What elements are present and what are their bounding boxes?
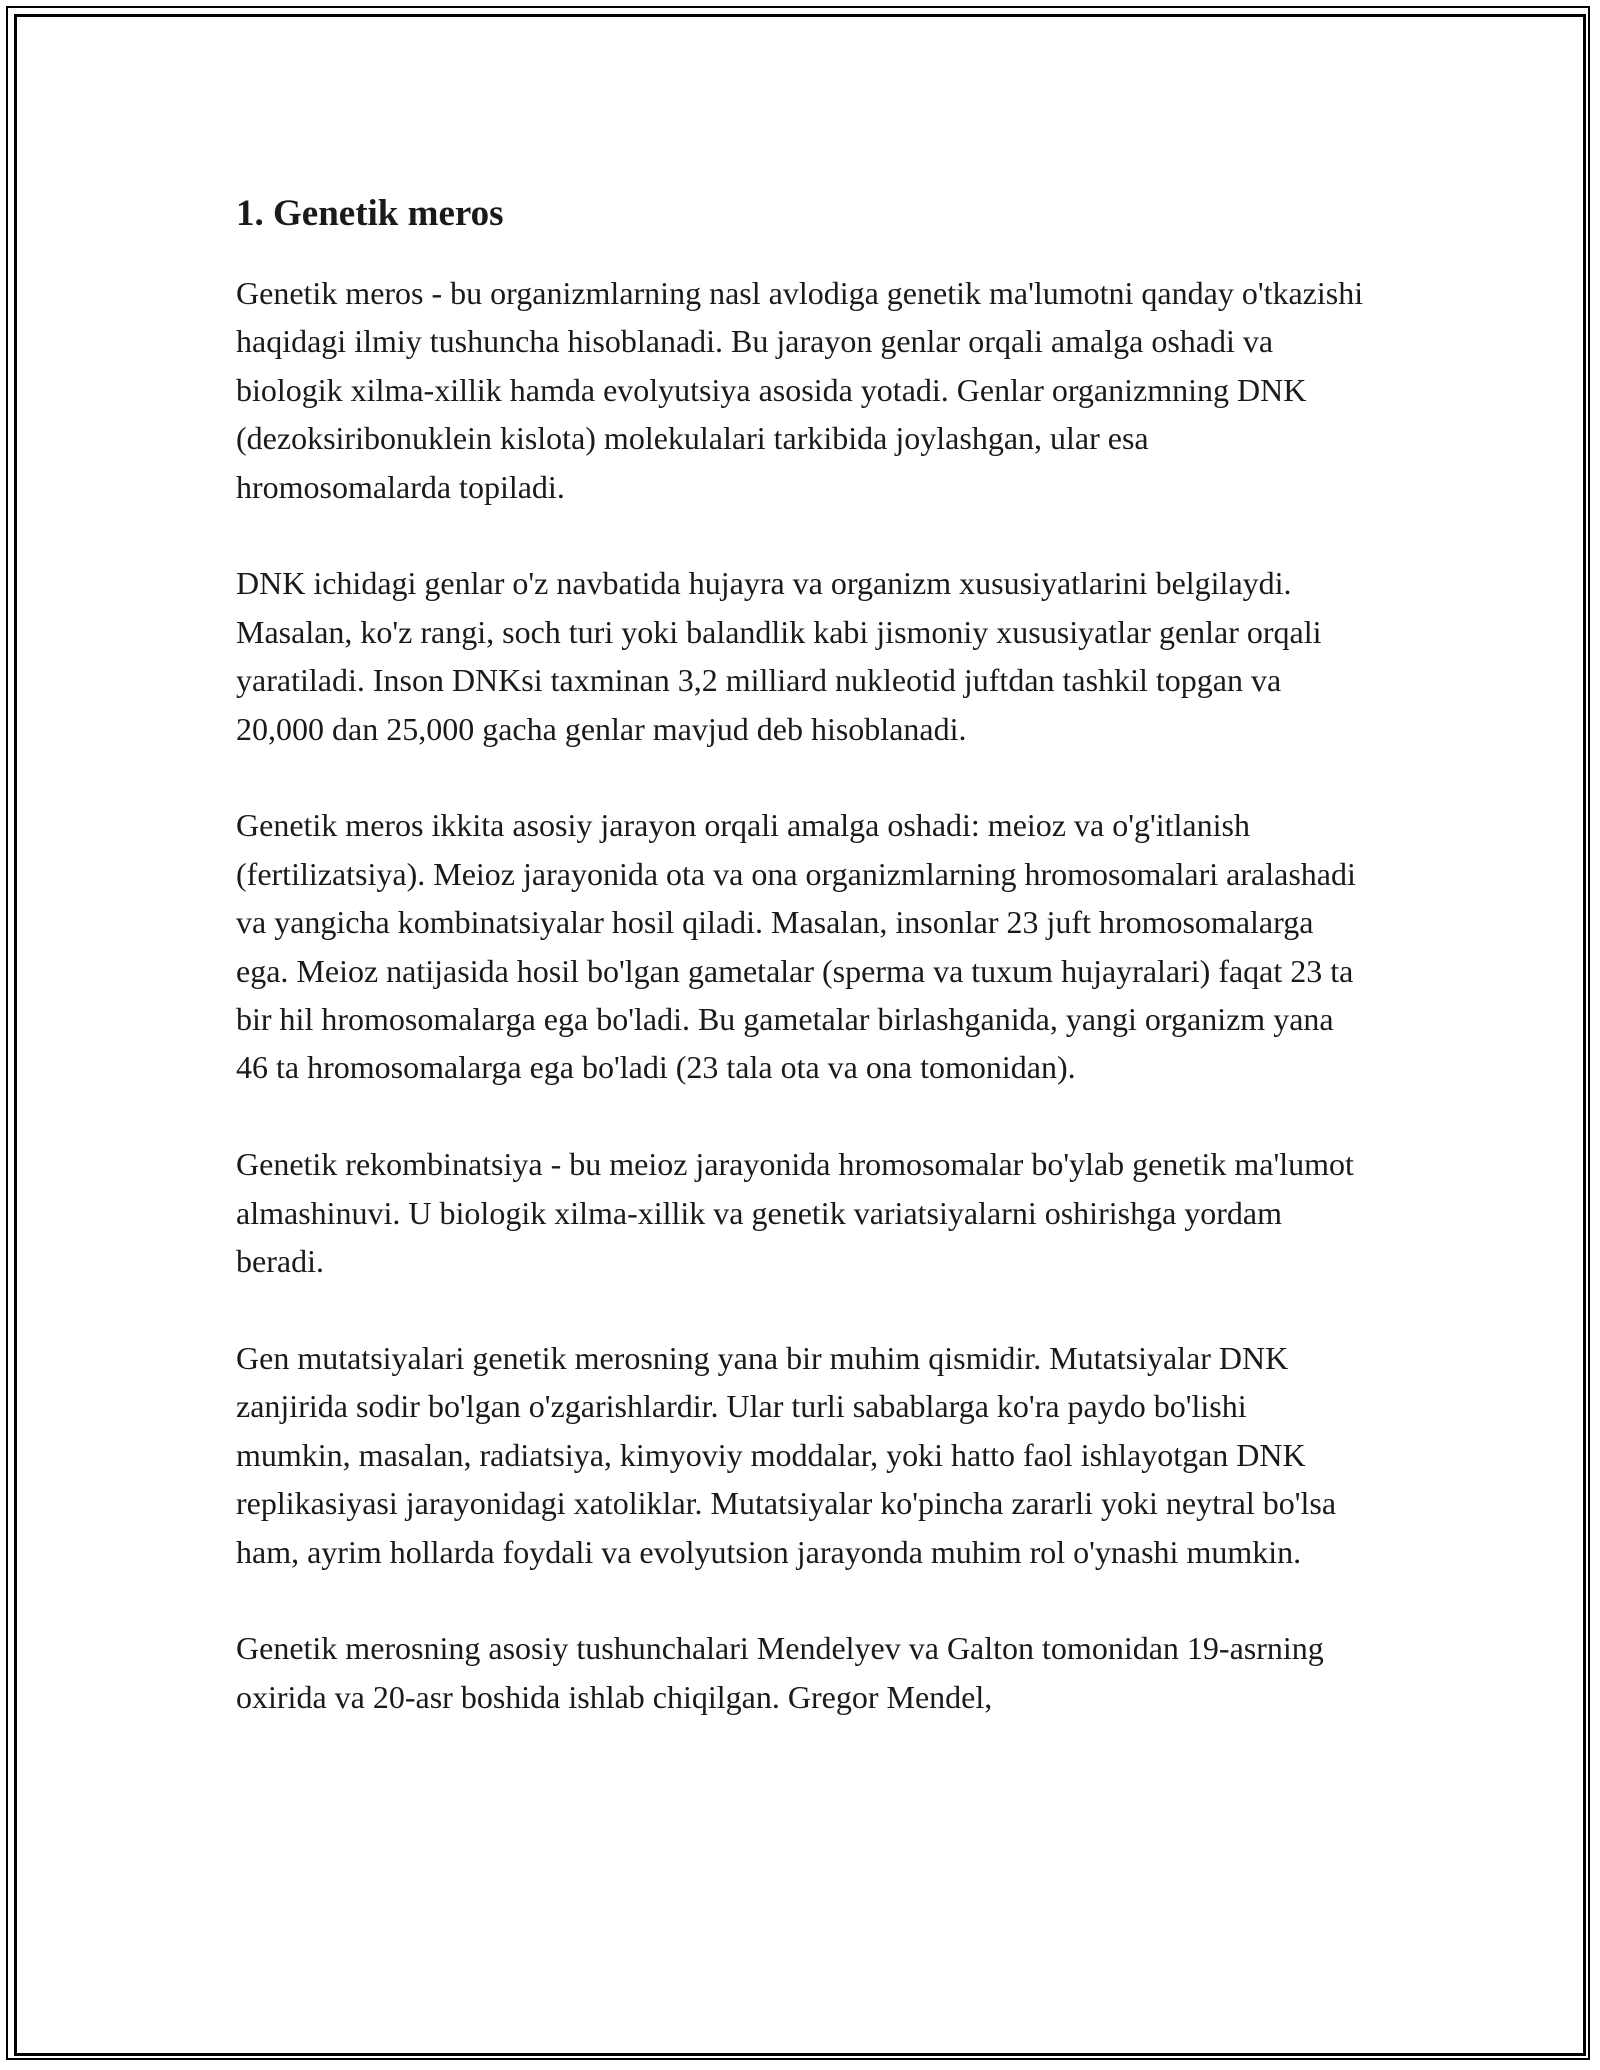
section-heading: 1. Genetik meros <box>236 193 504 234</box>
paragraph: DNK ichidagi genlar o'z navbatida hujayra va organizm xususiyatlarini belgilaydi. Masalan, ko'z rangi, soch turi yoki balandlik kabi jismoniy xususiyatlar genlar orqali yaratiladi. Inson DNKsi taxminan 3,2 milliard nukleotid juftdan tashkil topgan va 20,000 dan 25,000 gacha genlar mavjud deb hisoblanadi. <box>236 565 1322 747</box>
paragraph: Genetik merosning asosiy tushunchalari Mendelyev va Galton tomonidan 19-asrning oxirida va 20-asr boshida ishlab chiqilgan. Gregor Mendel, <box>236 1630 1324 1715</box>
paragraph: Gen mutatsiyalari genetik merosning yana bir muhim qismidir. Mutatsiyalar DNK zanjirida sodir bo'lgan o'zgarishlardir. Ular turli sabablarga ko'ra paydo bo'lishi mumkin, masalan, radiatsiya, kimyoviy moddalar, yoki hatto faol ishlayotgan DNK replikasiyasi jarayonidagi xatoliklar. Mutatsiyalar ko'pincha zararli yoki neytral bo'lsa ham, ayrim hollarda foydali va evolyutsion jarayonda muhim rol o'ynashi mumkin. <box>236 1339 1337 1570</box>
document-body <box>236 183 1366 1770</box>
paragraph: Genetik meros - bu organizmlarning nasl avlodiga genetik ma'lumotni qanday o'tkazishi haqidagi ilmiy tushuncha hisoblanadi. Bu jarayon genlar orqali amalga oshadi va biologik xilma-xillik hamda evolyutsiya asosida yotadi. Genlar organizmning DNK (dezoksiribonuklein kislota) molekulalari tarkibida joylashgan, ular esa hromosomalarda topiladi. <box>236 275 1364 505</box>
paragraph: Genetik rekombinatsiya - bu meioz jarayonida hromosomalar bo'ylab genetik ma'lumot almashinuvi. U biologik xilma-xillik va genetik variatsiyalarni oshirishga yordam beradi. <box>236 1146 1354 1280</box>
paragraph: Genetik meros ikkita asosiy jarayon orqali amalga oshadi: meioz va o'g'itlanish (fertilizatsiya). Meioz jarayonida ota va ona organizmlarning hromosomalari aralashadi va yangicha kombinatsiyalar hosil qiladi. Masalan, insonlar 23 juft hromosomalarga ega. Meioz natijasida hosil bo'lgan gametalar (sperma va tuxum hujayralari) faqat 23 ta bir hil hromosomalarga ega bo'ladi. Bu gametalar birlashganida, yangi organizm yana 46 ta hromosomalarga ega bo'ladi (23 tala ota va ona tomonidan). <box>236 807 1356 1086</box>
